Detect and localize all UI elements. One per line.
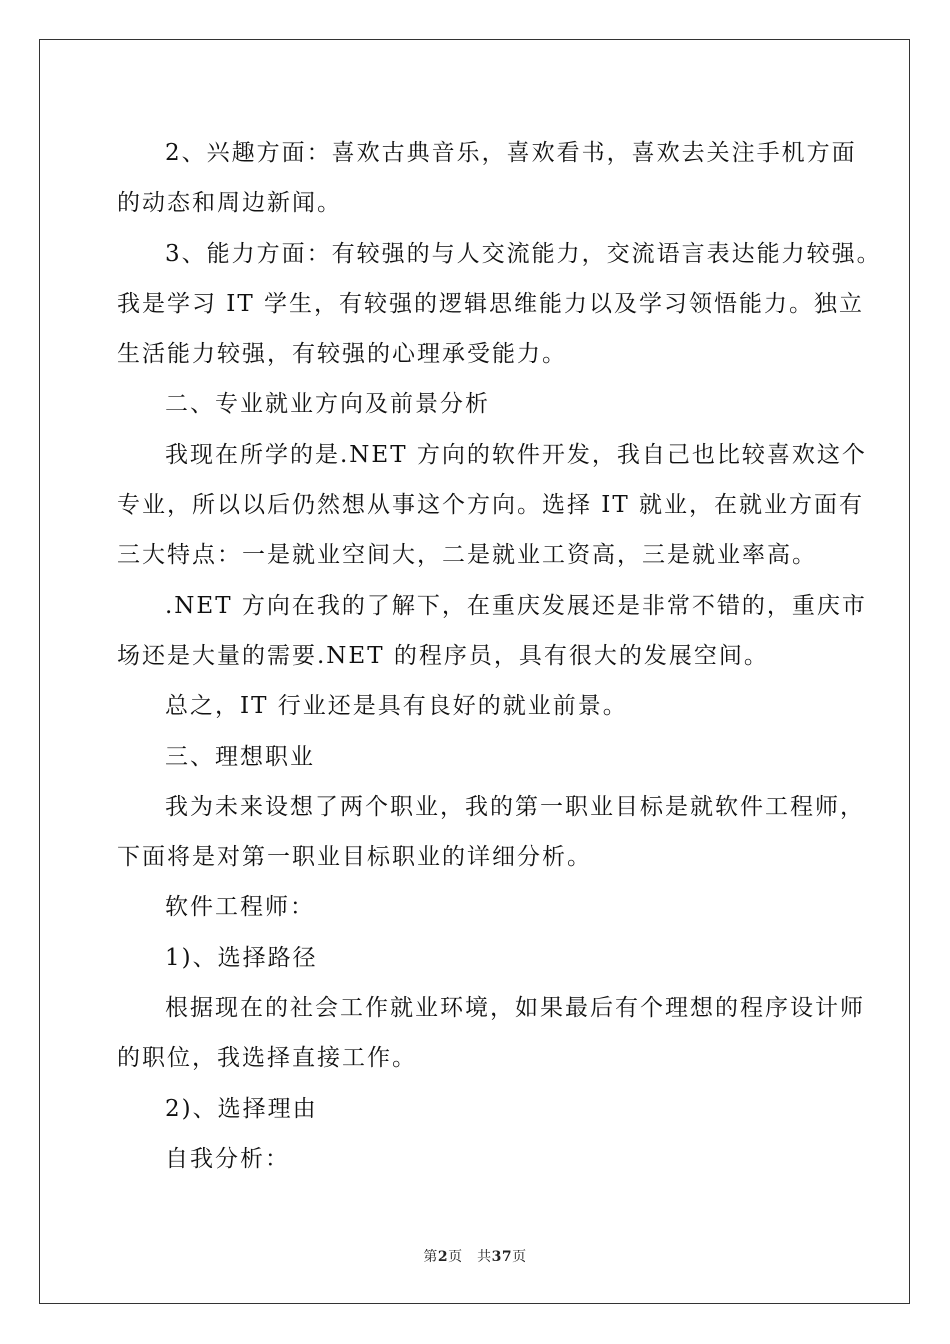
text-line: 软件工程师：	[165, 894, 315, 921]
text-line: 2)、选择理由	[165, 1095, 318, 1122]
text-line: 专业，所以以后仍然想从事这个方向。选择 IT 就业，在就业方面有	[117, 492, 865, 519]
text-line: 三大特点：一是就业空间大，二是就业工资高，三是就业率高。	[117, 542, 817, 569]
footer-suffix: 页	[512, 1249, 527, 1265]
text-line: 总之，IT 行业还是具有良好的就业前景。	[165, 693, 628, 720]
text-line: 2、兴趣方面：喜欢古典音乐，喜欢看书，喜欢去关注手机方面	[165, 140, 857, 166]
footer-mid: 页 共	[448, 1249, 492, 1265]
text-line: 根据现在的社会工作就业环境，如果最后有个理想的程序设计师	[165, 995, 865, 1022]
document-body	[117, 128, 882, 1184]
text-line: 的动态和周边新闻。	[117, 190, 342, 217]
text-line: 三、理想职业	[165, 743, 315, 770]
text-line: 3、能力方面：有较强的与人交流能力，交流语言表达能力较强。	[165, 240, 882, 267]
text-line: 1)、选择路径	[165, 944, 318, 971]
text-line: 的职位，我选择直接工作。	[117, 1045, 417, 1072]
footer-prefix: 第	[423, 1249, 438, 1265]
text-line: 我为未来设想了两个职业，我的第一职业目标是就软件工程师，	[165, 793, 865, 820]
text-line: .NET 方向在我的了解下，在重庆发展还是非常不错的，重庆市	[165, 592, 867, 619]
text-line: 生活能力较强，有较强的心理承受能力。	[117, 341, 567, 368]
text-line: 下面将是对第一职业目标职业的详细分析。	[117, 844, 592, 871]
text-line: 自我分析：	[165, 1145, 290, 1172]
text-line: 我是学习 IT 学生，有较强的逻辑思维能力以及学习领悟能力。独立	[117, 290, 865, 317]
text-line: 二、专业就业方向及前景分析	[165, 391, 490, 418]
total-page-count: 37	[491, 1249, 513, 1265]
text-line: 场还是大量的需要.NET 的程序员，具有很大的发展空间。	[117, 642, 769, 669]
current-page-number: 2	[437, 1249, 449, 1265]
text-line: 我现在所学的是.NET 方向的软件开发，我自己也比较喜欢这个	[165, 441, 867, 468]
page-footer	[0, 1246, 950, 1266]
